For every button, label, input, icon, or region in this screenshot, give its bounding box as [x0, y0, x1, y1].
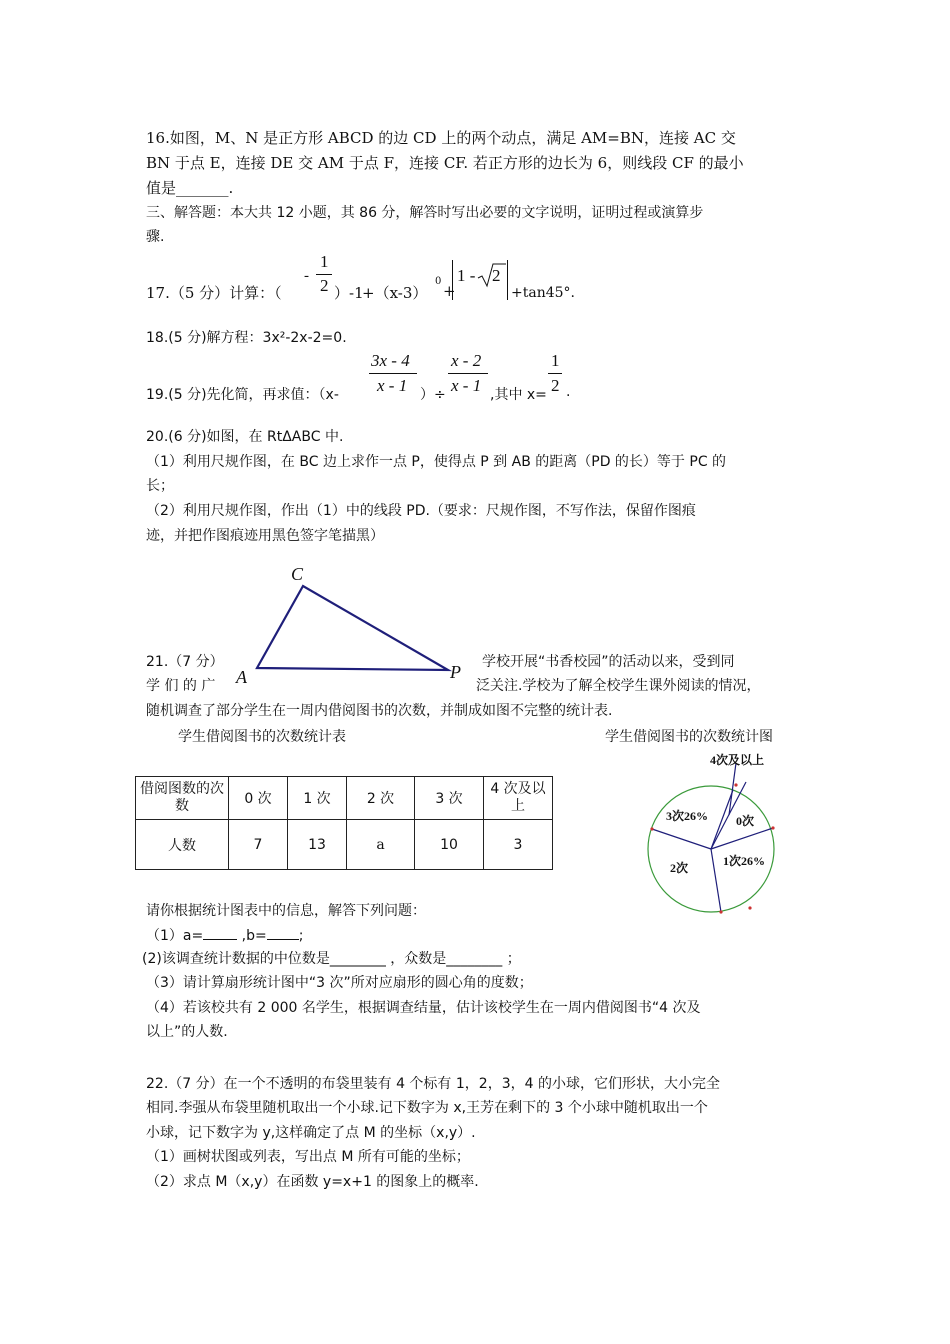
q17-exp1: ）-1: [334, 284, 364, 302]
pie-edge-mark: [650, 827, 653, 830]
table-cell: 7: [229, 820, 288, 870]
q20-line-4: （2）利用尺规作图，作出（1）中的线段 PD.（要求：尺规作图，不写作法，保留作图痕: [146, 503, 696, 519]
borrow-stats-table: [135, 776, 553, 870]
q22-line-3: 小球，记下数字为 y,这样确定了点 M 的坐标（x,y）.: [146, 1125, 476, 1141]
q20-line-5: 迹，并把作图痕迹用黑色签字笔描黑）: [146, 528, 384, 544]
q20-line-3: 长；: [146, 478, 174, 494]
q16-line-1: 16.如图，M、N 是正方形 ABCD 的边 CD 上的两个动点，满足 AM=BN，连接 AC 交: [146, 129, 736, 147]
q21-sub-1-a: （1）a=: [146, 928, 204, 944]
q21-line-2b: 泛关注.学校为了解全校学生课外阅读的情况，: [476, 678, 761, 694]
table-header-row: [136, 777, 553, 820]
vertex-label-p: P: [450, 662, 461, 682]
pie-edge-mark: [748, 906, 751, 909]
q19-frac2-num: x - 2: [451, 351, 482, 370]
q17-frac-num: 1: [320, 252, 329, 271]
q21-sub-1: [146, 925, 303, 945]
q17-frac-bar: [316, 274, 332, 275]
pie-title: 学生借阅图书的次数统计图: [605, 729, 773, 745]
triangle-figure: [230, 560, 480, 690]
q21-sub-4b: 以上”的人数.: [146, 1024, 228, 1040]
q17-frac-den: 2: [320, 276, 329, 295]
table-header-cell: 0 次: [229, 777, 288, 820]
pie-edge-mark: [734, 783, 737, 786]
q21-sub-1-b: ,b=: [237, 928, 267, 944]
q17-mid: +（x-3）: [362, 284, 428, 302]
section-3-line-2: 骤.: [146, 229, 165, 245]
vertex-label-a: A: [236, 667, 247, 687]
q18-line: 18.(5 分)解方程：3x²-2x-2=0.: [146, 330, 347, 346]
pie-slice-boundary: [711, 790, 733, 849]
q21-line-1a: 21.（7 分）: [146, 654, 224, 670]
q17-exp0: 0: [435, 276, 442, 287]
q19-frac1-bar: [369, 373, 417, 374]
q19-frac3-den: 2: [551, 376, 560, 395]
answer-blank-a: [203, 925, 237, 940]
q19-frac2-den: x - 1: [451, 376, 482, 395]
q21-line-1b: 学校开展“书香校园”的活动以来，受到同: [482, 654, 735, 670]
q21-line-2a: 学 们 的 广: [146, 678, 216, 694]
q17-abs-left: [452, 260, 453, 300]
table-header-cell: 借阅图数的次数: [136, 777, 229, 820]
q19-frac3-bar: [548, 373, 562, 374]
table-cell: 3: [484, 820, 553, 870]
q17-abs-content: 1 -: [457, 266, 476, 285]
table-cell: 13: [288, 820, 347, 870]
q17-suffix: +tan45°.: [511, 285, 575, 301]
q17-minus: -: [304, 268, 309, 284]
q22-line-4: （1）画树状图或列表，写出点 M 所有可能的坐标；: [146, 1149, 470, 1165]
q22-line-5: （2）求点 M（x,y）在函数 y=x+1 的图象上的概率.: [146, 1174, 479, 1190]
table-header-cell: 1 次: [288, 777, 347, 820]
vertex-label-c: C: [291, 564, 304, 584]
q19-end: .: [566, 384, 571, 400]
pie-edge-mark: [719, 910, 722, 913]
table-cell: a: [347, 820, 415, 870]
table-row-label: 人数: [136, 820, 229, 870]
pie-slice-label: 2次: [670, 861, 689, 875]
q20-line-2: （1）利用尺规作图，在 BC 边上求作一点 P，使得点 P 到 AB 的距离（PD 的长）等于 PC 的: [146, 454, 727, 470]
q17-sqrt-value: 2: [492, 266, 501, 285]
section-3-line-1: 三、解答题：本大共 12 小题，其 86 分，解答时写出必要的文字说明，证明过程或演算步: [146, 205, 704, 221]
table-header-cell: 4 次及以上: [484, 777, 553, 820]
table-row: [136, 820, 553, 870]
q21-sub-3: （3）请计算扇形统计图中“3 次”所对应扇形的圆心角的度数；: [146, 975, 533, 991]
q21-sub-2: (2)该调查统计数据的中位数是________ ，众数是________ ；: [142, 951, 521, 967]
table-cell: 10: [415, 820, 484, 870]
q19-frac3-num: 1: [551, 351, 560, 370]
sqrt-icon: [476, 262, 506, 290]
q19-mid: ,其中 x=: [490, 387, 547, 403]
pie-slice-label: 4次及以上: [710, 753, 765, 767]
pie-edge-mark: [771, 826, 774, 829]
table-title: 学生借阅图书的次数统计表: [178, 729, 346, 745]
q17-prefix: 17.（5 分）计算：（: [146, 284, 282, 302]
pie-slice-label: 3次26%: [666, 809, 709, 823]
q19-frac1-den: x - 1: [377, 376, 408, 395]
pie-slice-label: 0次: [736, 814, 755, 828]
q19-prefix: 19.(5 分)先化简，再求值：（x-: [146, 387, 339, 403]
pie-slice-boundary: [711, 849, 721, 912]
q21-line-3: 随机调查了部分学生在一周内借阅图书的次数，并制成如图不完整的统计表.: [146, 703, 613, 719]
pie-slice-boundary: [652, 829, 711, 849]
q22-line-1: 22.（7 分）在一个不透明的布袋里装有 4 个标有 1，2，3，4 的小球，它们形状，大小完全: [146, 1076, 720, 1092]
q20-line-1: 20.(6 分)如图，在 RtΔABC 中.: [146, 429, 344, 445]
q19-close: ）÷: [420, 387, 446, 403]
q19-frac1-num: 3x - 4: [371, 351, 410, 370]
pie-slice-label: 1次26%: [723, 854, 766, 868]
q17-abs-right: [507, 260, 508, 300]
q16-line-3: 值是_______.: [146, 179, 234, 197]
triangle-abc: [257, 586, 448, 670]
q22-line-2: 相同.李强从布袋里随机取出一个小球.记下数字为 x,王芳在剩下的 3 个小球中随机取出一个: [146, 1100, 708, 1116]
q21-sub-1-end: ;: [298, 928, 304, 944]
table-header-cell: 3 次: [415, 777, 484, 820]
pie-chart: [640, 745, 810, 920]
q21-intro: 请你根据统计图表中的信息，解答下列问题：: [146, 903, 426, 919]
q16-line-2: BN 于点 E，连接 DE 交 AM 于点 F，连接 CF. 若正方形的边长为 6，则线段 CF 的最小: [146, 154, 744, 172]
q19-frac2-bar: [448, 373, 488, 374]
table-header-cell: 2 次: [347, 777, 415, 820]
q21-sub-4: （4）若该校共有 2 000 名学生，根据调查结量，估计该校学生在一周内借阅图书“4 次及: [146, 1000, 701, 1016]
answer-blank-b: [267, 925, 299, 940]
q17-plus: +: [443, 282, 456, 300]
